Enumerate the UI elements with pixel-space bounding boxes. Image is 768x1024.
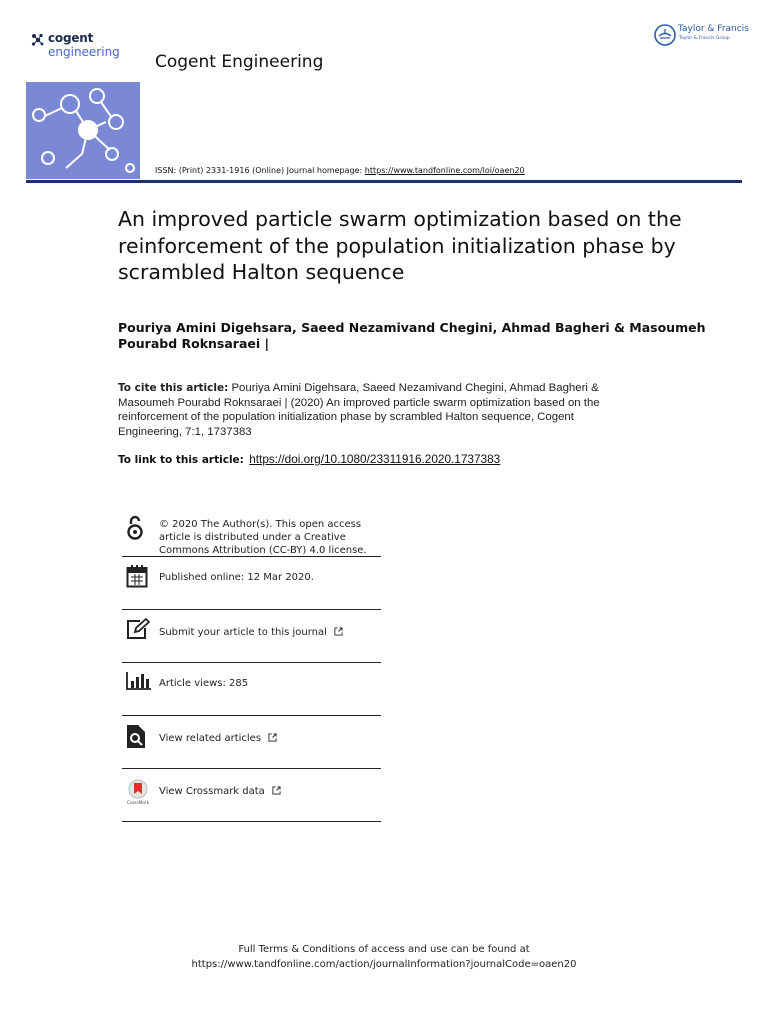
footer <box>0 942 768 972</box>
published-date: Published online: 12 Mar 2020. <box>159 572 314 583</box>
citation-block <box>118 381 638 440</box>
calendar-icon <box>126 564 148 588</box>
cover-molecule-illustration <box>26 82 140 179</box>
taylor-francis-logo-icon[interactable] <box>654 24 676 46</box>
publisher-group: Taylor & Francis Group <box>679 36 730 41</box>
edit-icon <box>126 618 150 640</box>
open-access-icon <box>126 514 144 542</box>
submit-row[interactable] <box>122 610 381 663</box>
article-link-line <box>118 452 718 466</box>
related-label: View related articles <box>159 733 262 744</box>
cite-text: Pouriya Amini Digehsara, Saeed Nezamivand Chegini, Ahmad Bagheri & Masoumeh Pourabd Roknsaraei | (2020) An improved particle swarm optimization based on the reinforcement of the population initialization phase by scrambled Halton sequence, Cogent Engineering, 7:1, 1737383 <box>118 382 600 439</box>
article-views: Article views: 285 <box>159 678 249 689</box>
submit-label: Submit your article to this journal <box>159 627 327 638</box>
license-text: © 2020 The Author(s). This open access article is distributed under a Creative Commons Attribution (CC-BY) 4.0 license. <box>159 519 367 556</box>
header-divider <box>26 180 742 183</box>
crossmark-label: View Crossmark data <box>159 786 265 797</box>
bar-chart-icon <box>126 672 152 690</box>
crossmark-link[interactable] <box>159 785 281 798</box>
journal-cover-image <box>26 82 140 179</box>
article-authors: Pouriya Amini Digehsara, Saeed Nezamivand Chegini, Ahmad Bagheri & Masoumeh Pourabd Roknsaraei | <box>118 320 706 351</box>
external-link-icon <box>272 786 281 795</box>
doi-link[interactable]: https://doi.org/10.1080/23311916.2020.1737383 <box>249 452 501 466</box>
related-row[interactable] <box>122 716 381 769</box>
license-row <box>122 512 381 557</box>
link-label: To link to this article: <box>118 454 244 466</box>
related-articles-link[interactable] <box>159 732 277 745</box>
journal-title: Cogent Engineering <box>155 52 324 72</box>
published-row <box>122 557 381 610</box>
logo-wordmark-cogent: cogent <box>48 31 94 45</box>
related-articles-icon <box>126 724 146 749</box>
cite-label: To cite this article: <box>118 382 229 394</box>
issn-text: ISSN: (Print) 2331-1916 (Online) Journal homepage: <box>155 166 363 175</box>
crossmark-icon <box>124 778 152 806</box>
publisher-name[interactable]: Taylor & Francis <box>678 24 749 34</box>
journal-homepage-link[interactable]: https://www.tandfonline.com/loi/oaen20 <box>364 166 525 175</box>
submit-article-link[interactable] <box>159 626 343 639</box>
footer-terms-url[interactable]: https://www.tandfonline.com/action/journalInformation?journalCode=oaen20 <box>191 959 577 970</box>
views-row <box>122 663 381 716</box>
logo-wordmark-engineering: engineering <box>48 45 120 59</box>
external-link-icon <box>334 627 343 636</box>
external-link-icon <box>268 733 277 742</box>
cogent-logo-icon <box>31 33 45 47</box>
article-title: An improved particle swarm optimization based on the reinforcement of the population initialization phase by scrambled Halton sequence <box>118 207 682 284</box>
crossmark-row[interactable] <box>122 769 381 822</box>
crossmark-badge-label: CrossMark <box>126 801 150 806</box>
issn-line <box>155 166 525 175</box>
footer-terms-text: Full Terms & Conditions of access and use can be found at <box>238 944 530 955</box>
